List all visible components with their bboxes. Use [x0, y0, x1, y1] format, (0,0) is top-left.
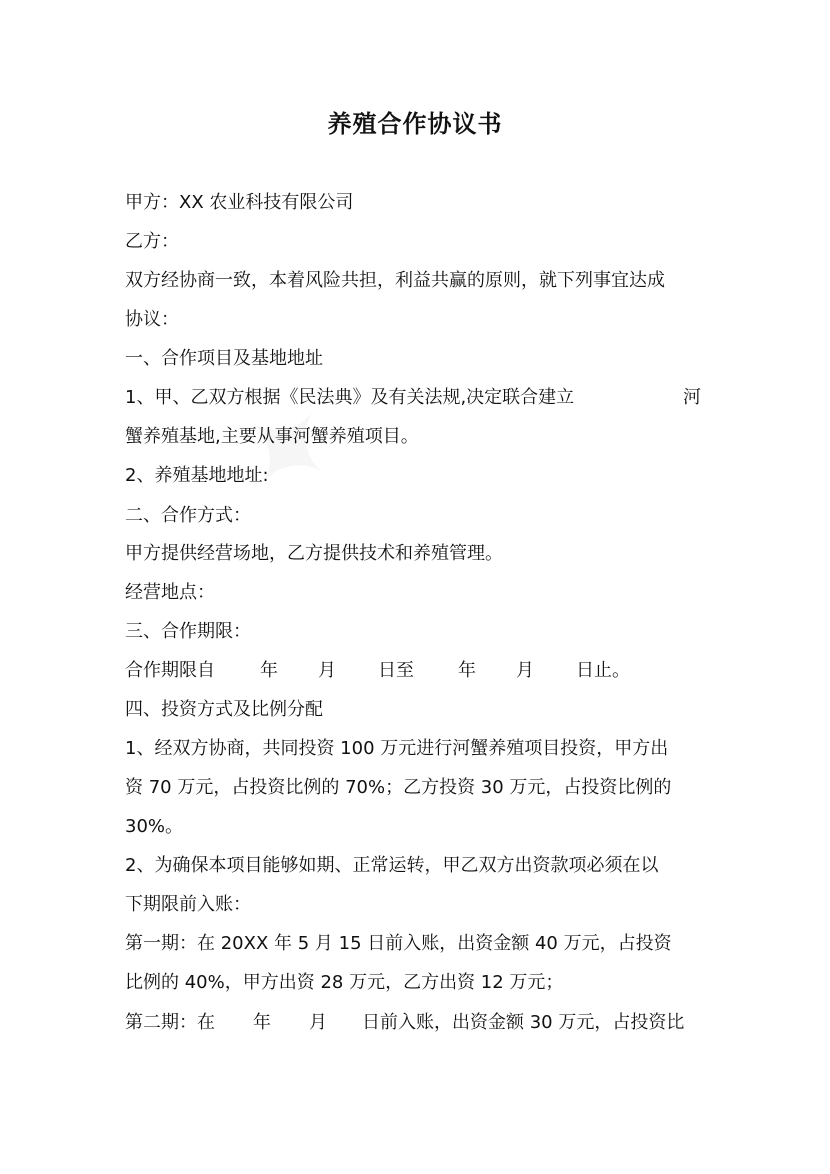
section-4-item-1-line-1: 1、经双方协商，共同投资 100 万元进行河蟹养殖项目投资，甲方出 — [125, 738, 669, 759]
period-start-month: 月 — [318, 660, 336, 681]
phase-1-line-2: 比例的 40%，甲方出资 28 万元，乙方出资 12 万元； — [125, 972, 564, 993]
document-title: 养殖合作协议书 — [327, 110, 503, 138]
party-b: 乙方： — [125, 231, 179, 252]
section-4-item-2-line-2: 下期限前入账： — [125, 894, 251, 915]
section-1-item-1-line-1 — [125, 386, 725, 410]
section-1-item-1-end: 河 — [683, 387, 701, 408]
section-4-item-2-line-1: 2、为确保本项目能够如期、正常运转，甲乙双方出资款项必须在以 — [125, 855, 659, 876]
phase-1-line-1: 第一期：在 20XX 年 5 月 15 日前入账，出资金额 40 万元，占投资 — [125, 933, 672, 954]
party-a: 甲方：XX 农业科技有限公司 — [125, 192, 354, 213]
period-start-year: 年 — [260, 660, 278, 681]
phase-2-month: 月 — [309, 1012, 327, 1033]
period-end-month: 月 — [516, 660, 534, 681]
period-start-label: 合作期限自 — [125, 660, 215, 681]
phase-2-rest: 日前入账，出资金额 30 万元，占投资比 — [362, 1012, 685, 1033]
section-4-item-1-line-3: 30%。 — [125, 816, 184, 837]
section-4-heading: 四、投资方式及比例分配 — [125, 699, 323, 720]
period-end-year: 年 — [458, 660, 476, 681]
phase-2-line-1 — [125, 1011, 725, 1035]
section-1-item-1-text: 1、甲、乙双方根据《民法典》及有关法规,决定联合建立 — [125, 387, 575, 408]
phase-2-label: 第二期：在 — [125, 1012, 215, 1033]
intro-line-1: 双方经协商一致，本着风险共担，利益共赢的原则，就下列事宜达成 — [125, 270, 665, 291]
period-end-day: 日止。 — [576, 660, 630, 681]
section-2-location: 经营地点： — [125, 582, 215, 603]
section-1-item-1-line-2: 蟹养殖基地,主要从事河蟹养殖项目。 — [125, 426, 419, 447]
section-3-heading: 三、合作期限： — [125, 621, 251, 642]
section-4-item-1-line-2: 资 70 万元，占投资比例的 70%；乙方投资 30 万元，占投资比例的 — [125, 777, 672, 798]
period-start-day: 日至 — [378, 660, 414, 681]
section-3-period — [125, 659, 725, 683]
intro-line-2: 协议： — [125, 309, 179, 330]
section-2-text: 甲方提供经营场地，乙方提供技术和养殖管理。 — [125, 543, 503, 564]
section-2-heading: 二、合作方式： — [125, 505, 251, 526]
section-1-item-2: 2、养殖基地地址: — [125, 465, 269, 486]
section-1-heading: 一、合作项目及基地地址 — [125, 348, 323, 369]
phase-2-year: 年 — [253, 1012, 271, 1033]
